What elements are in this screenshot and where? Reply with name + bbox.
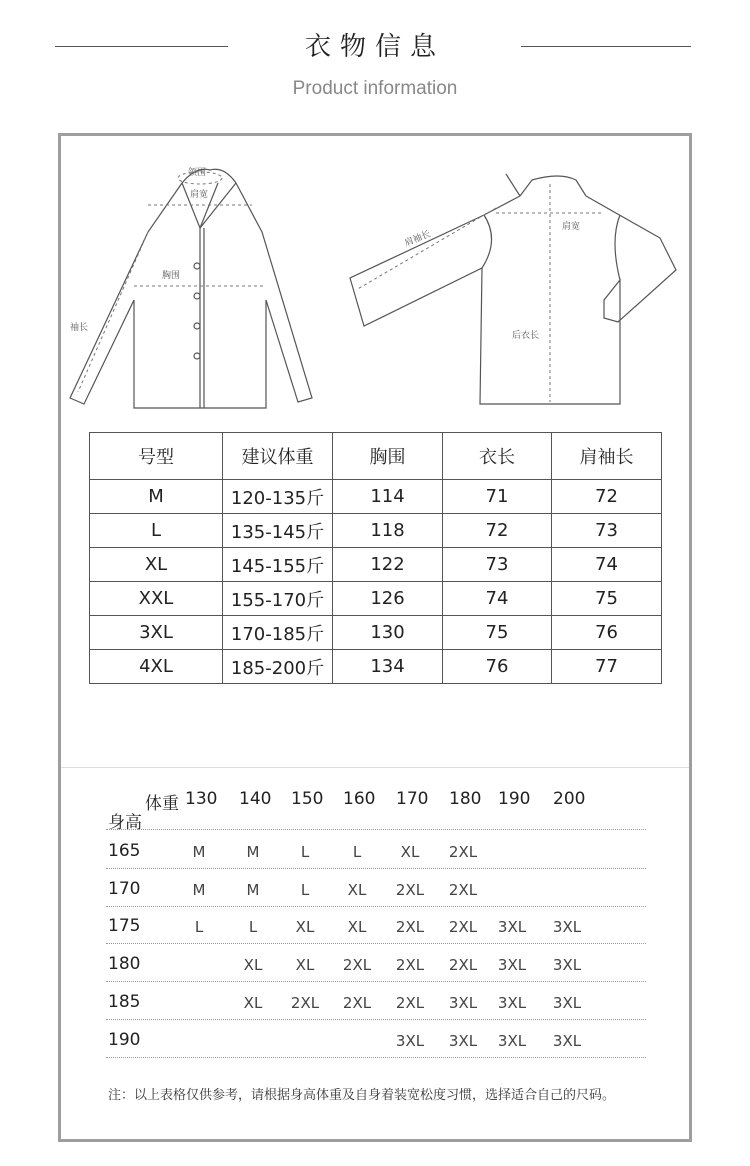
cell-weight: 155-170斤 bbox=[223, 582, 333, 616]
height-axis-label: 身高 bbox=[108, 813, 142, 833]
recommended-size-cell: XL bbox=[243, 994, 263, 1012]
recommended-size-cell: 2XL bbox=[342, 956, 372, 974]
weight-axis-label: 体重 bbox=[145, 794, 179, 814]
cell-chest: 118 bbox=[333, 514, 443, 548]
table-row bbox=[90, 514, 662, 548]
recommended-size-cell: 2XL bbox=[395, 918, 425, 936]
recommended-size-cell: 3XL bbox=[497, 994, 527, 1012]
cell-chest: 134 bbox=[333, 650, 443, 684]
recommended-size-cell: M bbox=[246, 843, 260, 861]
row-divider bbox=[106, 943, 646, 944]
recommended-size-cell: 3XL bbox=[497, 918, 527, 936]
cell-shoulder-sleeve: 76 bbox=[552, 616, 662, 650]
size-table-header-row bbox=[90, 433, 662, 480]
recommended-size-cell: 3XL bbox=[552, 918, 582, 936]
recommended-size-cell: 3XL bbox=[448, 1032, 478, 1050]
recommended-size-cell: L bbox=[300, 881, 310, 899]
page-title: 衣物信息 bbox=[304, 32, 445, 62]
recommended-size-cell: 3XL bbox=[552, 1032, 582, 1050]
cell-shoulder-sleeve: 77 bbox=[552, 650, 662, 684]
height-row-label: 170 bbox=[108, 879, 141, 899]
recommended-size-cell: M bbox=[192, 881, 206, 899]
row-divider bbox=[106, 906, 646, 907]
recommended-size-cell: L bbox=[352, 843, 362, 861]
recommended-size-cell: L bbox=[300, 843, 310, 861]
cell-length: 72 bbox=[443, 514, 552, 548]
cell-shoulder-sleeve: 74 bbox=[552, 548, 662, 582]
table-row bbox=[90, 548, 662, 582]
label-chest: 胸围 bbox=[162, 271, 181, 281]
recommended-size-cell: 2XL bbox=[342, 994, 372, 1012]
cell-weight: 170-185斤 bbox=[223, 616, 333, 650]
header-shoulder-sleeve: 肩袖长 bbox=[552, 433, 662, 480]
label-sleeve: 袖长 bbox=[70, 323, 89, 333]
table-row bbox=[90, 616, 662, 650]
weight-column-header: 190 bbox=[498, 789, 531, 809]
row-divider bbox=[106, 981, 646, 982]
recommended-size-cell: M bbox=[246, 881, 260, 899]
recommended-size-cell: M bbox=[192, 843, 206, 861]
cell-size: L bbox=[90, 514, 223, 548]
cell-size: XL bbox=[90, 548, 223, 582]
recommended-size-cell: 3XL bbox=[395, 1032, 425, 1050]
label-front-shoulder: 肩宽 bbox=[190, 190, 209, 200]
height-row-label: 180 bbox=[108, 954, 141, 974]
height-row-label: 185 bbox=[108, 992, 141, 1012]
header-length: 衣长 bbox=[443, 433, 552, 480]
recommended-size-cell: 3XL bbox=[497, 956, 527, 974]
recommended-size-cell: 3XL bbox=[448, 994, 478, 1012]
recommended-size-cell: 2XL bbox=[448, 956, 478, 974]
cell-shoulder-sleeve: 73 bbox=[552, 514, 662, 548]
cell-length: 71 bbox=[443, 480, 552, 514]
recommended-size-cell: 2XL bbox=[395, 881, 425, 899]
recommended-size-cell: 2XL bbox=[448, 881, 478, 899]
back-shirt-drawing bbox=[350, 174, 676, 404]
recommended-size-cell: 2XL bbox=[448, 843, 478, 861]
recommended-size-cell: XL bbox=[347, 881, 367, 899]
cell-size: 3XL bbox=[90, 616, 223, 650]
cell-size: M bbox=[90, 480, 223, 514]
recommended-size-cell: L bbox=[194, 918, 204, 936]
cell-size: 4XL bbox=[90, 650, 223, 684]
recommended-size-cell: XL bbox=[347, 918, 367, 936]
label-back-shoulder: 肩宽 bbox=[562, 222, 581, 232]
garment-diagram bbox=[0, 0, 750, 420]
table-row bbox=[90, 582, 662, 616]
height-row-label: 175 bbox=[108, 916, 141, 936]
recommended-size-cell: 3XL bbox=[497, 1032, 527, 1050]
row-divider bbox=[106, 829, 646, 830]
cell-chest: 126 bbox=[333, 582, 443, 616]
recommended-size-cell: XL bbox=[295, 918, 315, 936]
table-row bbox=[90, 650, 662, 684]
recommended-size-cell: XL bbox=[295, 956, 315, 974]
weight-column-header: 200 bbox=[553, 789, 586, 809]
cell-weight: 120-135斤 bbox=[223, 480, 333, 514]
weight-column-header: 130 bbox=[185, 789, 218, 809]
cell-weight: 145-155斤 bbox=[223, 548, 333, 582]
recommended-size-cell: 2XL bbox=[395, 994, 425, 1012]
size-table bbox=[89, 432, 662, 684]
recommended-size-cell: L bbox=[248, 918, 258, 936]
cell-chest: 114 bbox=[333, 480, 443, 514]
cell-length: 74 bbox=[443, 582, 552, 616]
weight-column-header: 180 bbox=[449, 789, 482, 809]
header-weight: 建议体重 bbox=[223, 433, 333, 480]
cell-length: 73 bbox=[443, 548, 552, 582]
cell-shoulder-sleeve: 72 bbox=[552, 480, 662, 514]
cell-length: 76 bbox=[443, 650, 552, 684]
label-shoulder-sleeve: 肩袖长 bbox=[403, 229, 433, 249]
height-row-label: 190 bbox=[108, 1030, 141, 1050]
cell-weight: 135-145斤 bbox=[223, 514, 333, 548]
recommended-size-cell: 3XL bbox=[552, 994, 582, 1012]
height-row-label: 165 bbox=[108, 841, 141, 861]
recommended-size-cell: XL bbox=[400, 843, 420, 861]
cell-chest: 122 bbox=[333, 548, 443, 582]
weight-column-header: 150 bbox=[291, 789, 324, 809]
recommended-size-cell: 2XL bbox=[448, 918, 478, 936]
row-divider bbox=[106, 1019, 646, 1020]
recommended-size-cell: 2XL bbox=[290, 994, 320, 1012]
cell-weight: 185-200斤 bbox=[223, 650, 333, 684]
weight-column-header: 170 bbox=[396, 789, 429, 809]
weight-column-header: 160 bbox=[343, 789, 376, 809]
label-back-length: 后衣长 bbox=[512, 331, 540, 341]
cell-shoulder-sleeve: 75 bbox=[552, 582, 662, 616]
recommended-size-cell: 3XL bbox=[552, 956, 582, 974]
weight-column-header: 140 bbox=[239, 789, 272, 809]
row-divider bbox=[106, 1057, 646, 1058]
row-divider bbox=[106, 868, 646, 869]
header-chest: 胸围 bbox=[333, 433, 443, 480]
section-divider bbox=[61, 767, 689, 768]
label-collar: 领围 bbox=[188, 168, 207, 178]
cell-length: 75 bbox=[443, 616, 552, 650]
page-subtitle: Product information bbox=[292, 78, 458, 99]
recommended-size-cell: XL bbox=[243, 956, 263, 974]
header-size: 号型 bbox=[90, 433, 223, 480]
footnote: 注：以上表格仅供参考，请根据身高体重及自身着装宽松度习惯，选择适合自己的尺码。 bbox=[108, 1088, 616, 1103]
cell-size: XXL bbox=[90, 582, 223, 616]
recommended-size-cell: 2XL bbox=[395, 956, 425, 974]
table-row bbox=[90, 480, 662, 514]
cell-chest: 130 bbox=[333, 616, 443, 650]
